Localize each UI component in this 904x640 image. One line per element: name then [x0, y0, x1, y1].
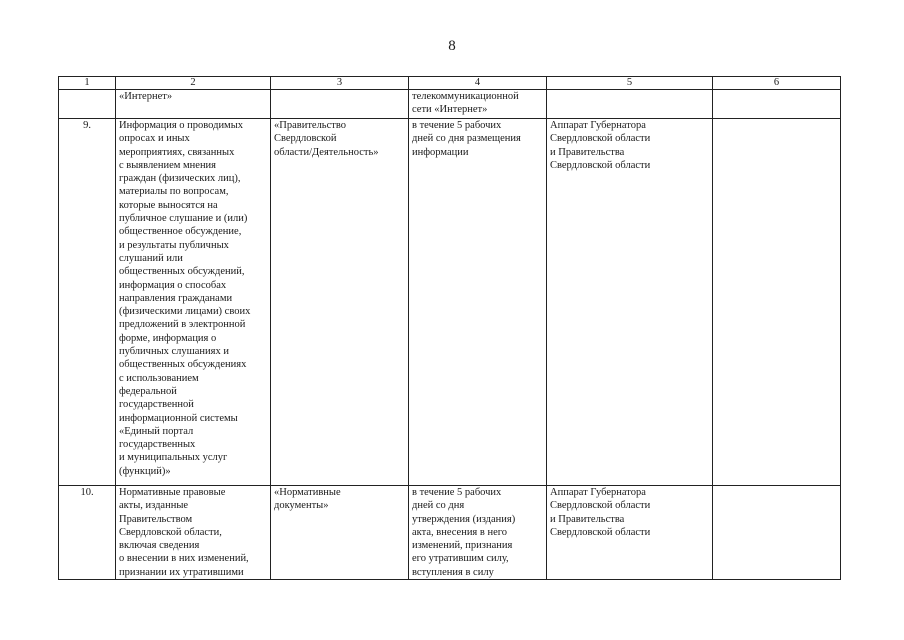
info-cell: Информация о проводимых опросах и иных мероприятиях, связанных с выявлением мнения граждан (физических лиц), материалы по вопросам, которые выносятся на публичное слушание и (или) общественное обсуждение, и результаты публичных слушаний или общественных обсуждений, информация о способах направления гражданами (физическими лицами) своих предложений в электронной форме, информация о публичных слушаниях и общественных обсуждениях с использованием федеральной государственной информационной системы «Единый портал государственных и муниципальных услуг (функций)» [116, 119, 271, 486]
document-table [58, 76, 841, 580]
section-cell: «Правительство Свердловской области/Деятельность» [271, 119, 409, 486]
row-number-cell [59, 90, 116, 119]
info-cell: Нормативные правовые акты, изданные Правительством Свердловской области, включая сведения о внесении в них изменений, признании их утратившими [116, 486, 271, 580]
table-header-row [59, 77, 841, 90]
column-header: 4 [409, 77, 547, 90]
responsible-cell [547, 90, 713, 119]
column-header: 3 [271, 77, 409, 90]
deadline-cell: в течение 5 рабочих дней со дня размещения информации [409, 119, 547, 486]
section-cell [271, 90, 409, 119]
table-row [59, 90, 841, 119]
row-number-cell: 9. [59, 119, 116, 486]
row-number-cell: 10. [59, 486, 116, 580]
section-cell: «Нормативные документы» [271, 486, 409, 580]
column-header: 6 [713, 77, 841, 90]
responsible-cell: Аппарат Губернатора Свердловской области и Правительства Свердловской области [547, 486, 713, 580]
table-row [59, 119, 841, 486]
note-cell [713, 119, 841, 486]
note-cell [713, 486, 841, 580]
deadline-cell: в течение 5 рабочих дней со дня утверждения (издания) акта, внесения в него изменений, признания его утратившим силу, вступления в силу [409, 486, 547, 580]
responsible-cell: Аппарат Губернатора Свердловской области и Правительства Свердловской области [547, 119, 713, 486]
note-cell [713, 90, 841, 119]
column-header: 5 [547, 77, 713, 90]
table-row [59, 486, 841, 580]
column-header: 1 [59, 77, 116, 90]
info-cell: «Интернет» [116, 90, 271, 119]
deadline-cell: телекоммуникационной сети «Интернет» [409, 90, 547, 119]
column-header: 2 [116, 77, 271, 90]
page-number: 8 [448, 38, 456, 54]
